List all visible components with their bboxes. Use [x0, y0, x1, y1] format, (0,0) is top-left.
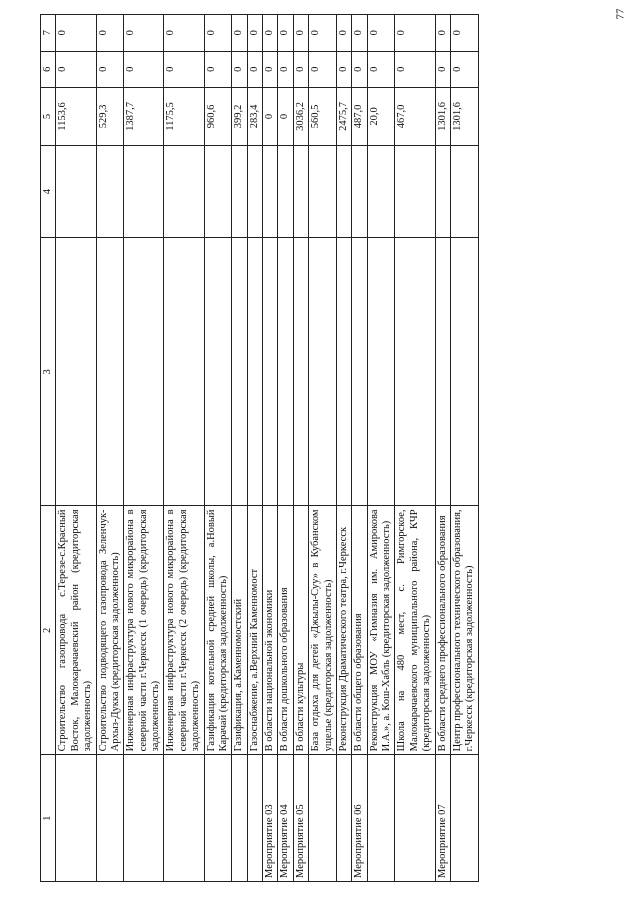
row-col6-value: 0 — [164, 51, 204, 87]
row-col6-value: 0 — [435, 51, 450, 87]
row-col4-cell — [232, 145, 247, 237]
row-col5-value: 3036,2 — [293, 88, 308, 146]
row-col5-value: 467,0 — [395, 88, 435, 146]
row-col4-cell — [164, 145, 204, 237]
row-col3-cell — [204, 238, 232, 506]
table-row — [247, 15, 262, 882]
row-col7-value: 0 — [164, 15, 204, 52]
row-col7-value: 0 — [293, 15, 308, 52]
row-col6-value: 0 — [352, 51, 367, 87]
row-col3-cell — [232, 238, 247, 506]
row-code-cell: Мероприятие 05 — [293, 755, 308, 882]
table-row — [293, 15, 308, 882]
row-code-cell — [164, 755, 204, 882]
row-col4-cell — [352, 145, 367, 237]
row-name-cell: Реконструкция МОУ «Гимназия им. Амирокова И.А.», а. Кош-Хабль (кредиторская задолженность) — [367, 506, 395, 755]
row-col5-value: 487,0 — [352, 88, 367, 146]
row-name-cell: В области среднего профессионального образования — [435, 506, 450, 755]
row-col5-value: 529,3 — [96, 88, 124, 146]
table-row — [56, 15, 96, 882]
table-row — [278, 15, 293, 882]
row-col7-value: 0 — [204, 15, 232, 52]
row-name-cell: В области национальной экономики — [263, 506, 278, 755]
row-col3-cell — [336, 238, 351, 506]
column-header: 3 — [41, 238, 56, 506]
row-col6-value: 0 — [309, 51, 337, 87]
row-name-cell: База отдыха для детей «Джылы-Суу» в Кубанском ущелье (кредиторская задолженность) — [309, 506, 337, 755]
row-name-cell: В области культуры — [293, 506, 308, 755]
row-col7-value: 0 — [56, 15, 96, 52]
row-code-cell: Мероприятие 06 — [352, 755, 367, 882]
row-col4-cell — [247, 145, 262, 237]
row-name-cell: Строительство подводящего газопровода Зеленчук-Архыз-Дукка (кредиторская задолженность) — [96, 506, 124, 755]
row-col3-cell — [96, 238, 124, 506]
row-col4-cell — [263, 145, 278, 237]
row-col7-value: 0 — [367, 15, 395, 52]
table-row — [395, 15, 435, 882]
row-col5-value: 960,6 — [204, 88, 232, 146]
row-code-cell: Мероприятие 03 — [263, 755, 278, 882]
row-col7-value: 0 — [96, 15, 124, 52]
row-col4-cell — [309, 145, 337, 237]
table-row — [232, 15, 247, 882]
row-col3-cell — [293, 238, 308, 506]
row-col7-value: 0 — [247, 15, 262, 52]
row-col4-cell — [204, 145, 232, 237]
column-header: 2 — [41, 506, 56, 755]
row-col3-cell — [395, 238, 435, 506]
row-col7-value: 0 — [309, 15, 337, 52]
row-col6-value: 0 — [293, 51, 308, 87]
row-code-cell — [247, 755, 262, 882]
row-col7-value: 0 — [124, 15, 164, 52]
budget-table — [40, 14, 479, 882]
row-col4-cell — [367, 145, 395, 237]
row-code-cell — [232, 755, 247, 882]
row-col3-cell — [309, 238, 337, 506]
row-col3-cell — [124, 238, 164, 506]
row-code-cell: Мероприятие 04 — [278, 755, 293, 882]
row-col6-value: 0 — [247, 51, 262, 87]
row-name-cell: Реконструкция Драматического театра, г.Черкесск — [336, 506, 351, 755]
row-name-cell: В области общего образования — [352, 506, 367, 755]
row-col7-value: 0 — [232, 15, 247, 52]
row-col6-value: 0 — [124, 51, 164, 87]
row-col7-value: 0 — [263, 15, 278, 52]
row-col6-value: 0 — [204, 51, 232, 87]
column-header: 4 — [41, 145, 56, 237]
row-name-cell: Газификация котельной средней школы, а.Новый Карачай (кредиторская задолженность) — [204, 506, 232, 755]
row-col3-cell — [367, 238, 395, 506]
row-code-cell — [395, 755, 435, 882]
table-row — [204, 15, 232, 882]
row-col5-value: 2475,7 — [336, 88, 351, 146]
row-name-cell: Инженерная инфраструктура нового микрорайона в северной части г.Черкесск (2 очередь) (кредиторская задолженность) — [164, 506, 204, 755]
row-col3-cell — [247, 238, 262, 506]
row-col6-value: 0 — [278, 51, 293, 87]
row-col6-value: 0 — [96, 51, 124, 87]
row-code-cell — [96, 755, 124, 882]
row-code-cell — [204, 755, 232, 882]
page-number: 77 — [614, 8, 627, 20]
row-col3-cell — [435, 238, 450, 506]
row-col4-cell — [293, 145, 308, 237]
row-col3-cell — [164, 238, 204, 506]
row-col4-cell — [124, 145, 164, 237]
column-number-row — [41, 15, 56, 882]
row-col3-cell — [56, 238, 96, 506]
row-col4-cell — [96, 145, 124, 237]
row-col7-value: 0 — [450, 15, 478, 52]
row-col6-value: 0 — [367, 51, 395, 87]
row-name-cell: Газоснабжение, а.Верхний Каменномост — [247, 506, 262, 755]
row-col4-cell — [435, 145, 450, 237]
row-col5-value: 1301,6 — [435, 88, 450, 146]
table-row — [164, 15, 204, 882]
row-col4-cell — [336, 145, 351, 237]
row-col3-cell — [263, 238, 278, 506]
row-col5-value: 1175,5 — [164, 88, 204, 146]
row-code-cell — [367, 755, 395, 882]
row-col4-cell — [450, 145, 478, 237]
row-col4-cell — [278, 145, 293, 237]
row-col7-value: 0 — [278, 15, 293, 52]
row-col7-value: 0 — [352, 15, 367, 52]
row-name-cell: В области дошкольного образования — [278, 506, 293, 755]
rotated-table-sheet — [40, 14, 624, 882]
row-code-cell: Мероприятие 07 — [435, 755, 450, 882]
row-col7-value: 0 — [395, 15, 435, 52]
row-col5-value: 20,0 — [367, 88, 395, 146]
table-row — [435, 15, 450, 882]
row-col3-cell — [352, 238, 367, 506]
table-row — [124, 15, 164, 882]
row-name-cell: Центр профессионального технического образования, г.Черкесск (кредиторская задолженность) — [450, 506, 478, 755]
column-header: 5 — [41, 88, 56, 146]
row-col7-value: 0 — [435, 15, 450, 52]
table-row — [367, 15, 395, 882]
row-code-cell — [124, 755, 164, 882]
row-col3-cell — [278, 238, 293, 506]
table-row — [336, 15, 351, 882]
table-row — [96, 15, 124, 882]
column-header: 6 — [41, 51, 56, 87]
table-row — [263, 15, 278, 882]
row-col6-value: 0 — [263, 51, 278, 87]
row-col5-value: 1153,6 — [56, 88, 96, 146]
row-col6-value: 0 — [56, 51, 96, 87]
row-col5-value: 0 — [278, 88, 293, 146]
row-name-cell: Инженерная инфраструктура нового микрорайона в северной части г.Черкесск (1 очередь) (кредиторская задолженность) — [124, 506, 164, 755]
row-name-cell: Школа на 480 мест, с. Римгорское, Малокарачаевского муниципального района, КЧР (кредиторская задолженность) — [395, 506, 435, 755]
row-col5-value: 0 — [263, 88, 278, 146]
row-col5-value: 283,4 — [247, 88, 262, 146]
row-col5-value: 399,2 — [232, 88, 247, 146]
table-row — [352, 15, 367, 882]
row-name-cell: Газификация, а.Каменномостский — [232, 506, 247, 755]
row-name-cell: Строительство газопровода с.Терезе-с.Красный Восток, Малокарачаевский район (кредиторская задолженность) — [56, 506, 96, 755]
row-code-cell — [336, 755, 351, 882]
row-code-cell — [309, 755, 337, 882]
column-header: 1 — [41, 755, 56, 882]
row-col6-value: 0 — [232, 51, 247, 87]
row-col5-value: 1387,7 — [124, 88, 164, 146]
row-code-cell — [56, 755, 96, 882]
row-col5-value: 1301,6 — [450, 88, 478, 146]
table-row — [450, 15, 478, 882]
row-col6-value: 0 — [336, 51, 351, 87]
row-col6-value: 0 — [450, 51, 478, 87]
column-header: 7 — [41, 15, 56, 52]
row-col7-value: 0 — [336, 15, 351, 52]
table-row — [309, 15, 337, 882]
row-code-cell — [450, 755, 478, 882]
row-col3-cell — [450, 238, 478, 506]
table-body — [56, 15, 478, 882]
row-col4-cell — [56, 145, 96, 237]
row-col4-cell — [395, 145, 435, 237]
row-col6-value: 0 — [395, 51, 435, 87]
row-col5-value: 560,5 — [309, 88, 337, 146]
